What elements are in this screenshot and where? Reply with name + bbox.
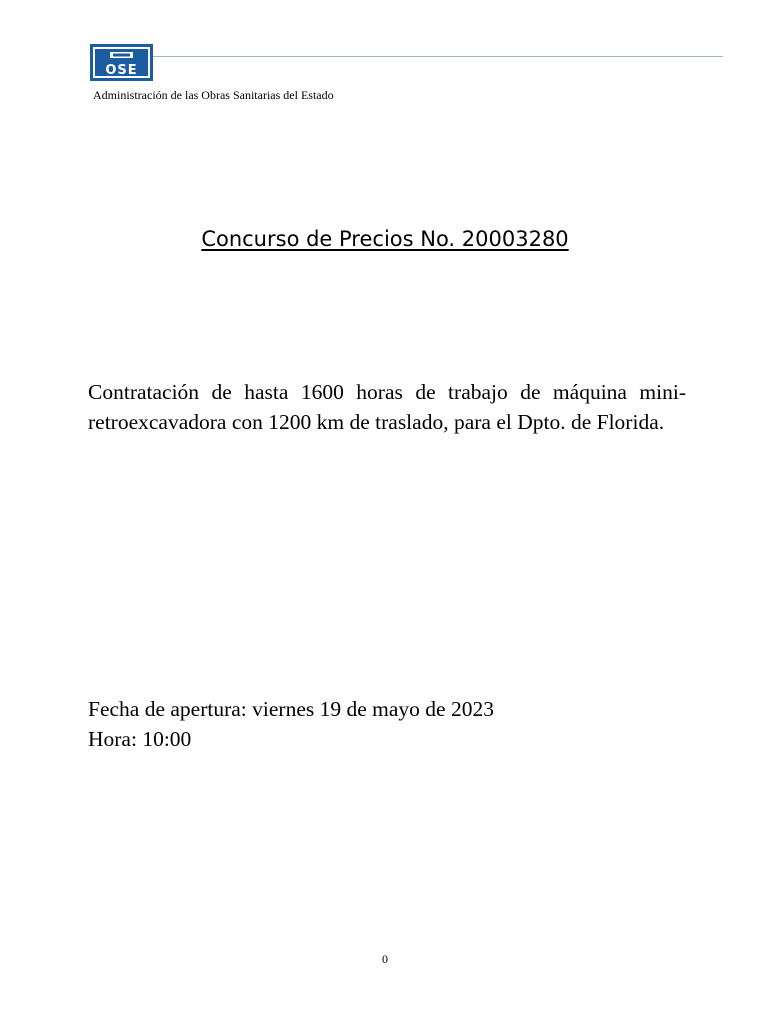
page-number: 0 — [382, 952, 388, 966]
opening-info — [88, 694, 494, 754]
ose-logo — [90, 44, 153, 81]
header-rule — [150, 56, 723, 57]
organization-name: Administración de las Obras Sanitarias del Estado — [93, 88, 334, 102]
opening-time: Hora: 10:00 — [88, 727, 192, 751]
opening-date: Fecha de apertura: viernes 19 de mayo de 2023 — [88, 697, 494, 721]
document-title: Concurso de Precios No. 20003280 — [201, 227, 569, 251]
logo-text: OSE — [105, 63, 138, 78]
document-description: Contratación de hasta 1600 horas de trabajo de máquina mini-retroexcavadora con 1200 km de traslado, para el Dpto. de Florida. — [88, 380, 686, 434]
